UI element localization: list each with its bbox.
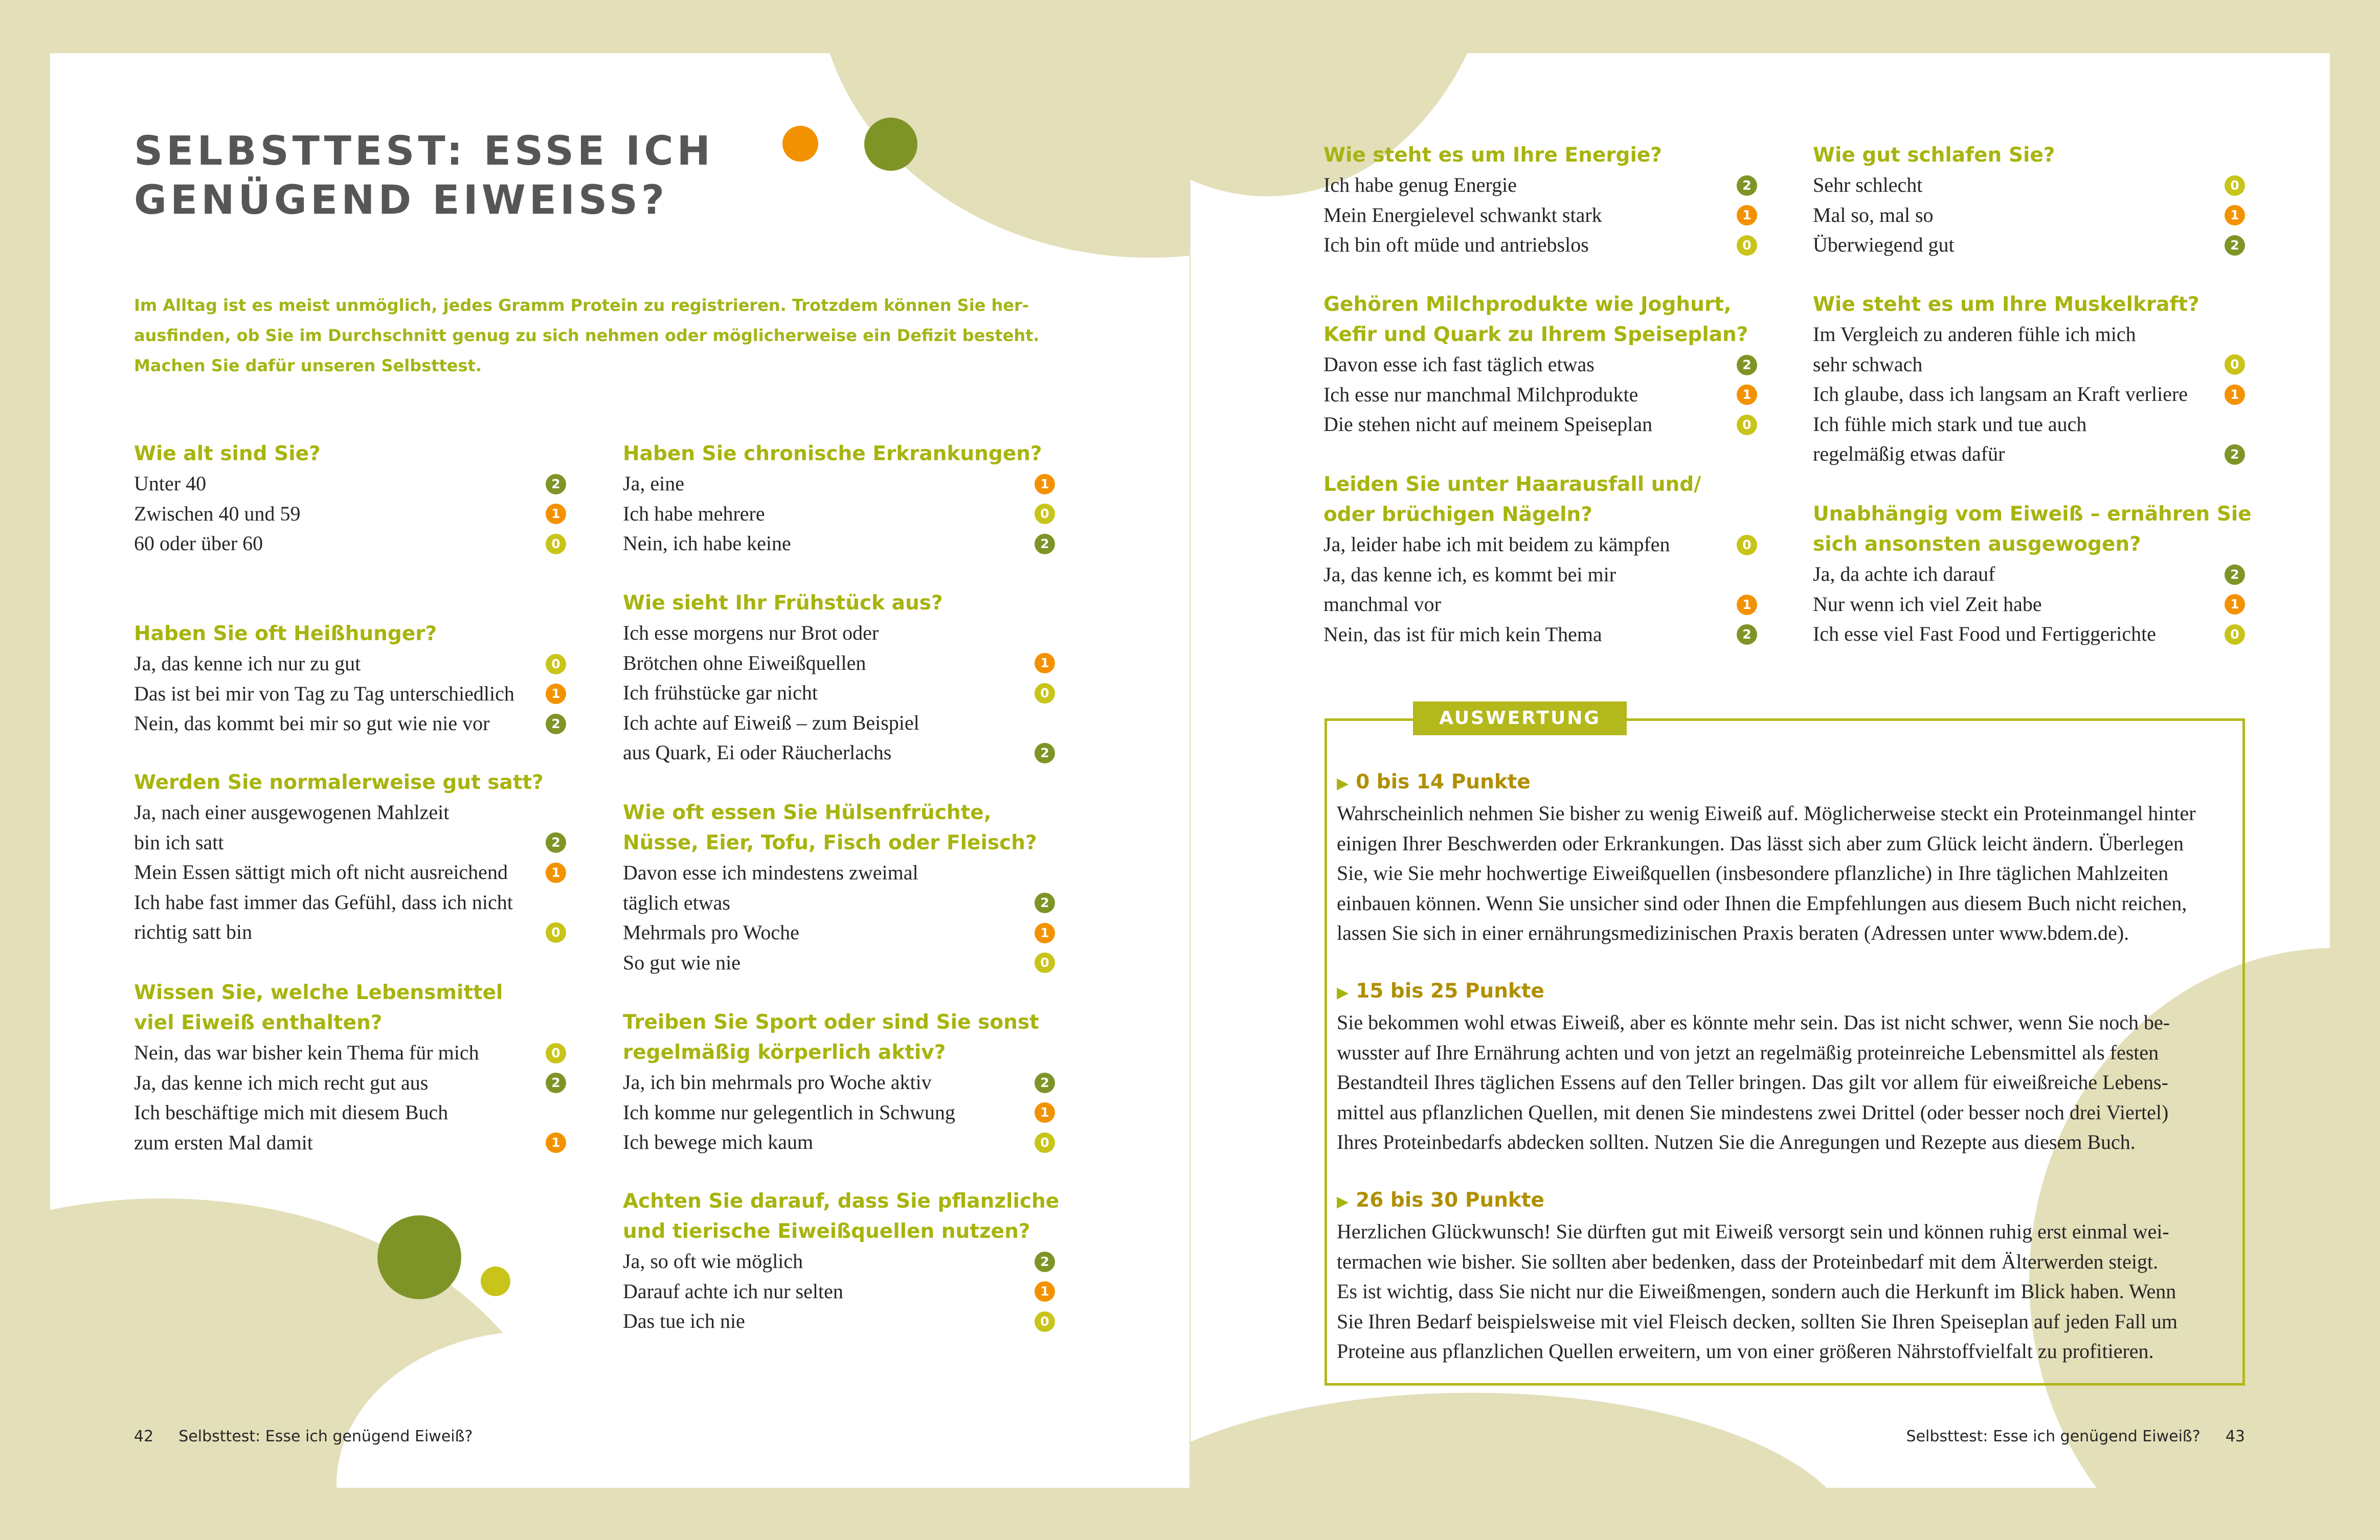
- answer-text: Davon esse ich mindestens zweimal: [623, 861, 918, 884]
- evaluation-line: Sie, wie Sie mehr hochwertige Eiweißquellen (insbesondere pflanzliche) in Ihre täglichen Mahlzeiten: [1337, 862, 2169, 885]
- answer-text: aus Quark, Ei oder Räucherlachs: [623, 741, 892, 764]
- answer-text: Ja, das kenne ich mich recht gut aus: [134, 1071, 429, 1094]
- answer-text: regelmäßig etwas dafür: [1813, 442, 2005, 466]
- play-triangle-icon: ▶: [1337, 984, 1349, 1002]
- question-title: Unabhängig vom Eiweiß – ernähren Sie: [1813, 503, 2252, 526]
- intro-line: Machen Sie dafür unseren Selbsttest.: [134, 356, 482, 375]
- score-badge: 1: [1035, 923, 1055, 943]
- answer-text: Überwiegend gut: [1813, 233, 1955, 257]
- question-chronic: [623, 439, 1055, 559]
- answer-option: [134, 798, 566, 857]
- question-title: Leiden Sie unter Haarausfall und/: [1323, 473, 1701, 496]
- question-title: Wissen Sie, welche Lebensmittel: [134, 981, 503, 1004]
- score-badge: 1: [1035, 1102, 1055, 1123]
- answer-option: [1323, 350, 1757, 380]
- answer-text: Ich esse morgens nur Brot oder: [623, 621, 879, 644]
- score-badge: 2: [1035, 743, 1055, 763]
- answer-option: [623, 1127, 1055, 1158]
- answer-text: Nur wenn ich viel Zeit habe: [1813, 592, 2042, 616]
- score-badge: 1: [1035, 474, 1055, 494]
- answer-option: [623, 1247, 1055, 1277]
- score-badge: 0: [546, 534, 566, 554]
- answer-text: Ja, das kenne ich, es kommt bei mir: [1323, 562, 1616, 586]
- answer-text: So gut wie nie: [623, 950, 740, 974]
- answer-option: [134, 1038, 566, 1068]
- question-legumes: [623, 798, 1055, 978]
- score-badge: 1: [1035, 1281, 1055, 1302]
- evaluation-heading: [1337, 976, 2237, 1008]
- evaluation-line: Ihres Proteinbedarfs abdecken sollten. Nutzen Sie die Anregungen und Rezepte aus diesem Buch.: [1337, 1130, 2136, 1154]
- question-title: und tierische Eiweißquellen nutzen?: [623, 1220, 1030, 1243]
- answer-text: 60 oder über 60: [134, 532, 263, 555]
- answer-text: Ich beschäftige mich mit diesem Buch: [134, 1101, 448, 1124]
- score-badge: 1: [546, 504, 566, 524]
- evaluation-text: [1337, 1217, 2237, 1367]
- page-title: [134, 127, 714, 225]
- question-title: Treiben Sie Sport oder sind Sie sonst: [623, 1011, 1039, 1034]
- answer-option: [134, 469, 566, 499]
- evaluation-line: Es ist wichtig, dass Sie nicht nur die Eiweißmengen, sondern auch die Herkunft im Blick haben. Wenn: [1337, 1280, 2176, 1303]
- score-badge: 1: [2225, 594, 2245, 615]
- score-badge: 0: [546, 1043, 566, 1063]
- answer-option: [1323, 410, 1757, 440]
- score-badge: 0: [1035, 1133, 1055, 1153]
- answer-text: Das tue ich nie: [623, 1309, 745, 1333]
- answer-option: [134, 1068, 566, 1098]
- score-badge: 1: [546, 1133, 566, 1153]
- question-muscle: [1813, 289, 2245, 469]
- score-badge: 0: [1035, 1311, 1055, 1332]
- score-badge: 0: [2225, 175, 2245, 196]
- answer-text: Ich bin oft müde und antriebslos: [1323, 233, 1589, 257]
- question-knowledge: [134, 978, 566, 1158]
- answer-text: Ich bewege mich kaum: [623, 1130, 814, 1154]
- answer-text: Nein, das kommt bei mir so gut wie nie vor: [134, 712, 490, 735]
- intro-line: ausfinden, ob Sie im Durchschnitt genug zu sich nehmen oder möglicherweise ein Defizit besteht.: [134, 326, 1040, 345]
- question-title: Wie steht es um Ihre Muskelkraft?: [1813, 293, 2199, 316]
- answer-text: Das ist bei mir von Tag zu Tag unterschiedlich: [134, 682, 514, 705]
- answer-option: [134, 679, 566, 709]
- question-breakfast: [623, 588, 1055, 768]
- decorative-dot: [782, 126, 818, 162]
- score-badge: 1: [546, 684, 566, 704]
- answer-option: [134, 499, 566, 529]
- score-badge: 1: [2225, 384, 2245, 405]
- score-badge: 2: [1035, 893, 1055, 913]
- score-badge: 0: [1737, 535, 1757, 555]
- play-triangle-icon: ▶: [1337, 1193, 1349, 1211]
- page-title-line: GENÜGEND EIWEISS?: [134, 177, 668, 223]
- evaluation-line: Wahrscheinlich nehmen Sie bisher zu wenig Eiweiß auf. Möglicherweise steckt ein Proteinmangel hinter: [1337, 802, 2196, 825]
- answer-option: [1813, 200, 2245, 231]
- question-title: viel Eiweiß enthalten?: [134, 1011, 383, 1034]
- answer-text: Darauf achte ich nur selten: [623, 1279, 843, 1303]
- evaluation-text: [1337, 1008, 2237, 1158]
- evaluation-heading-text: 15 bis 25 Punkte: [1356, 980, 1544, 1003]
- answer-text: bin ich satt: [134, 830, 224, 854]
- page-number: 43: [2225, 1428, 2245, 1445]
- answer-option: [1813, 379, 2245, 410]
- evaluation-line: einigen Ihrer Beschwerden oder Erkrankungen. Das lässt sich aber zum Glück leicht ändern. Überlegen: [1337, 831, 2184, 855]
- score-badge: 2: [546, 1073, 566, 1093]
- answer-option: [1813, 410, 2245, 469]
- question-age: [134, 439, 566, 559]
- answer-option: [1813, 559, 2245, 590]
- answer-option: [623, 499, 1055, 529]
- answer-text: manchmal vor: [1323, 593, 1441, 616]
- score-badge: 2: [546, 474, 566, 494]
- answer-text: Ja, ich bin mehrmals pro Woche aktiv: [623, 1071, 932, 1094]
- score-badge: 2: [1035, 534, 1055, 554]
- answer-text: Ja, das kenne ich nur zu gut: [134, 652, 361, 675]
- answer-text: sehr schwach: [1813, 352, 1923, 376]
- answer-text: Ich komme nur gelegentlich in Schwung: [623, 1100, 955, 1124]
- evaluation-section: [1337, 976, 2237, 1158]
- evaluation-label: AUSWERTUNG: [1413, 701, 1627, 735]
- decorative-dot: [481, 1266, 510, 1296]
- answer-text: Mein Energielevel schwankt stark: [1323, 203, 1602, 227]
- answer-option: [623, 948, 1055, 978]
- answer-text: richtig satt bin: [134, 920, 253, 944]
- answer-text: Ja, so oft wie möglich: [623, 1250, 803, 1273]
- question-title: Nüsse, Eier, Tofu, Fisch oder Fleisch?: [623, 831, 1037, 854]
- evaluation-line: einbauen können. Wenn Sie unsicher sind oder Ihnen die Empfehlungen aus diesem Buch nicht reichen,: [1337, 891, 2187, 915]
- answer-text: Mehrmals pro Woche: [623, 921, 799, 944]
- score-badge: 0: [546, 654, 566, 674]
- answer-text: Im Vergleich zu anderen fühle ich mich: [1813, 323, 2136, 346]
- score-badge: 2: [2225, 235, 2245, 256]
- intro-text: [134, 290, 1040, 381]
- question-title: Wie alt sind Sie?: [134, 442, 321, 465]
- answer-option: [623, 1068, 1055, 1098]
- score-badge: 2: [546, 832, 566, 853]
- question-title: sich ansonsten ausgewogen?: [1813, 533, 2141, 556]
- evaluation-section: [1337, 1185, 2237, 1367]
- answer-option: [623, 708, 1055, 768]
- evaluation-heading: [1337, 767, 2237, 799]
- question-dairy: [1323, 289, 1757, 440]
- answer-text: Zwischen 40 und 59: [134, 502, 301, 525]
- evaluation-line: Proteine aus pflanzlichen Quellen erweitern, um von einer größeren Nährstoffvielfalt zu profitieren.: [1337, 1340, 2154, 1363]
- answer-option: [623, 1306, 1055, 1337]
- answer-text: Ja, eine: [623, 472, 684, 495]
- score-badge: 2: [1737, 355, 1757, 375]
- score-badge: 0: [1035, 683, 1055, 704]
- answer-option: [134, 529, 566, 559]
- evaluation-line: Sie bekommen wohl etwas Eiweiß, aber es könnte mehr sein. Das ist nicht schwer, wenn Sie noch be-: [1337, 1011, 2170, 1034]
- decorative-dot: [377, 1215, 461, 1299]
- decorative-dot: [864, 118, 917, 171]
- question-sport: [623, 1007, 1055, 1158]
- page-title-line: SELBSTTEST: ESSE ICH: [134, 128, 714, 174]
- answer-text: Ich habe fast immer das Gefühl, dass ich nicht: [134, 890, 513, 914]
- evaluation-text: [1337, 799, 2237, 948]
- answer-text: Mein Essen sättigt mich oft nicht ausreichend: [134, 860, 508, 884]
- evaluation-line: termachen wie bisher. Sie sollten aber bedenken, dass der Proteinbedarf mit dem Älterwerden steigt.: [1337, 1250, 2159, 1273]
- evaluation-heading: [1337, 1185, 2237, 1217]
- question-title: Werden Sie normalerweise gut satt?: [134, 771, 544, 794]
- question-title: Achten Sie darauf, dass Sie pflanzliche: [623, 1190, 1060, 1213]
- answer-option: [134, 857, 566, 888]
- score-badge: 2: [1737, 175, 1757, 196]
- answer-text: Ich habe mehrere: [623, 502, 765, 525]
- answer-text: täglich etwas: [623, 891, 730, 914]
- question-title: oder brüchigen Nägeln?: [1323, 503, 1592, 526]
- evaluation-section: [1337, 767, 2237, 948]
- score-badge: 2: [2225, 444, 2245, 465]
- score-badge: 1: [1737, 205, 1757, 225]
- score-badge: 1: [2225, 205, 2245, 225]
- evaluation-line: wusster auf Ihre Ernährung achten und von jetzt an regelmäßig proteinreiche Lebensmittel als festen: [1337, 1040, 2159, 1064]
- answer-option: [1813, 619, 2245, 649]
- question-title: Wie steht es um Ihre Energie?: [1323, 144, 1662, 167]
- score-badge: 0: [546, 922, 566, 943]
- evaluation-heading-text: 0 bis 14 Punkte: [1356, 771, 1531, 794]
- answer-text: Ich esse viel Fast Food und Fertiggerichte: [1813, 622, 2156, 646]
- answer-option: [1813, 170, 2245, 200]
- question-cravings: [134, 619, 566, 739]
- answer-text: Nein, das ist für mich kein Thema: [1323, 622, 1602, 646]
- answer-text: Nein, das war bisher kein Thema für mich: [134, 1041, 479, 1064]
- answer-option: [134, 649, 566, 679]
- answer-text: Mal so, mal so: [1813, 203, 1934, 227]
- answer-option: [134, 888, 566, 947]
- score-badge: 2: [546, 714, 566, 734]
- score-badge: 0: [1737, 235, 1757, 256]
- question-title: Gehören Milchprodukte wie Joghurt,: [1323, 293, 1732, 316]
- score-badge: 0: [1737, 415, 1757, 435]
- right-footer: [1906, 1426, 2245, 1447]
- answer-text: Ja, da achte ich darauf: [1813, 562, 1995, 585]
- question-satiety: [134, 767, 566, 947]
- answer-option: [134, 1098, 566, 1158]
- answer-option: [623, 1098, 1055, 1128]
- answer-option: [623, 529, 1055, 559]
- question-title: regelmäßig körperlich aktiv?: [623, 1041, 946, 1064]
- answer-option: [1323, 230, 1757, 260]
- evaluation-line: Herzlichen Glückwunsch! Sie dürften gut mit Eiweiß versorgt sein und können ruhig erst einmal wei-: [1337, 1220, 2169, 1243]
- answer-text: Unter 40: [134, 472, 207, 495]
- score-badge: 0: [2225, 624, 2245, 645]
- answer-text: Ich glaube, dass ich langsam an Kraft verliere: [1813, 382, 2188, 406]
- answer-text: Nein, ich habe keine: [623, 532, 791, 555]
- answer-text: Ich habe genug Energie: [1323, 173, 1517, 196]
- answer-option: [1813, 320, 2245, 379]
- question-title: Wie sieht Ihr Frühstück aus?: [623, 592, 943, 615]
- answer-text: Brötchen ohne Eiweißquellen: [623, 651, 866, 674]
- answer-text: Ich fühle mich stark und tue auch: [1813, 412, 2087, 436]
- question-hair: [1323, 469, 1757, 649]
- answer-text: Ja, leider habe ich mit beidem zu kämpfen: [1323, 533, 1670, 556]
- answer-text: Ich esse nur manchmal Milchprodukte: [1323, 382, 1638, 406]
- score-badge: 0: [2225, 354, 2245, 375]
- evaluation-line: mittel aus pflanzlichen Quellen, mit denen Sie mindestens zwei Drittel (oder besser noch drei Viertel): [1337, 1100, 2169, 1124]
- answer-option: [1323, 560, 1757, 620]
- intro-line: Im Alltag ist es meist unmöglich, jedes Gramm Protein zu registrieren. Trotzdem können Sie her-: [134, 296, 1029, 315]
- running-title: Selbsttest: Esse ich genügend Eiweiß?: [1906, 1428, 2201, 1445]
- evaluation-line: lassen Sie sich in einer ernährungsmedizinischen Praxis beraten (Adressen unter www.bdem.de).: [1337, 921, 2129, 945]
- left-footer: [134, 1426, 473, 1447]
- score-badge: 1: [1035, 653, 1055, 673]
- answer-option: [1323, 200, 1757, 231]
- evaluation-line: Sie Ihren Bedarf beispielsweise mit viel Fleisch decken, sollten Sie Ihren Speiseplan auf jeden Fall um: [1337, 1309, 2178, 1333]
- answer-text: Davon esse ich fast täglich etwas: [1323, 353, 1595, 376]
- answer-option: [1323, 170, 1757, 200]
- answer-option: [623, 918, 1055, 948]
- answer-option: [1323, 620, 1757, 650]
- question-balanced: [1813, 499, 2252, 649]
- answer-option: [623, 469, 1055, 499]
- answer-option: [1813, 590, 2245, 620]
- play-triangle-icon: ▶: [1337, 775, 1349, 792]
- running-title: Selbsttest: Esse ich genügend Eiweiß?: [178, 1428, 473, 1445]
- evaluation-line: Bestandteil Ihres täglichen Essens auf den Teller bringen. Das gilt vor allem für eiweißreiche Lebens-: [1337, 1071, 2168, 1094]
- evaluation-heading-text: 26 bis 30 Punkte: [1356, 1189, 1544, 1212]
- score-badge: 2: [2225, 564, 2245, 585]
- score-badge: 0: [1035, 504, 1055, 524]
- score-badge: 1: [546, 863, 566, 883]
- decorative-blob: [1191, 1393, 1855, 1488]
- score-badge: 2: [1035, 1073, 1055, 1093]
- score-badge: 2: [1035, 1252, 1055, 1272]
- score-badge: 1: [1737, 384, 1757, 405]
- question-title: Haben Sie oft Heißhunger?: [134, 622, 437, 645]
- answer-text: Ich frühstücke gar nicht: [623, 681, 818, 705]
- answer-option: [1323, 380, 1757, 410]
- score-badge: 0: [1035, 953, 1055, 973]
- question-title: Kefir und Quark zu Ihrem Speiseplan?: [1323, 323, 1748, 346]
- answer-option: [623, 678, 1055, 708]
- answer-text: Ich achte auf Eiweiß – zum Beispiel: [623, 711, 919, 734]
- question-title: Haben Sie chronische Erkrankungen?: [623, 442, 1042, 465]
- answer-option: [623, 1277, 1055, 1307]
- answer-option: [623, 858, 1055, 918]
- answer-option: [134, 709, 566, 739]
- answer-text: zum ersten Mal damit: [134, 1130, 313, 1154]
- question-plant: [623, 1186, 1060, 1337]
- answer-option: [623, 618, 1055, 678]
- question-title: Wie oft essen Sie Hülsenfrüchte,: [623, 801, 992, 824]
- score-badge: 2: [1737, 624, 1757, 645]
- answer-option: [1323, 530, 1757, 560]
- question-title: Wie gut schlafen Sie?: [1813, 144, 2055, 167]
- question-energy: [1323, 140, 1757, 260]
- score-badge: 1: [1737, 595, 1757, 615]
- answer-option: [1813, 230, 2245, 260]
- page-number: 42: [134, 1428, 154, 1445]
- answer-text: Sehr schlecht: [1813, 173, 1923, 196]
- answer-text: Die stehen nicht auf meinem Speiseplan: [1323, 413, 1653, 436]
- answer-text: Ja, nach einer ausgewogenen Mahlzeit: [134, 801, 450, 824]
- question-sleep: [1813, 140, 2245, 260]
